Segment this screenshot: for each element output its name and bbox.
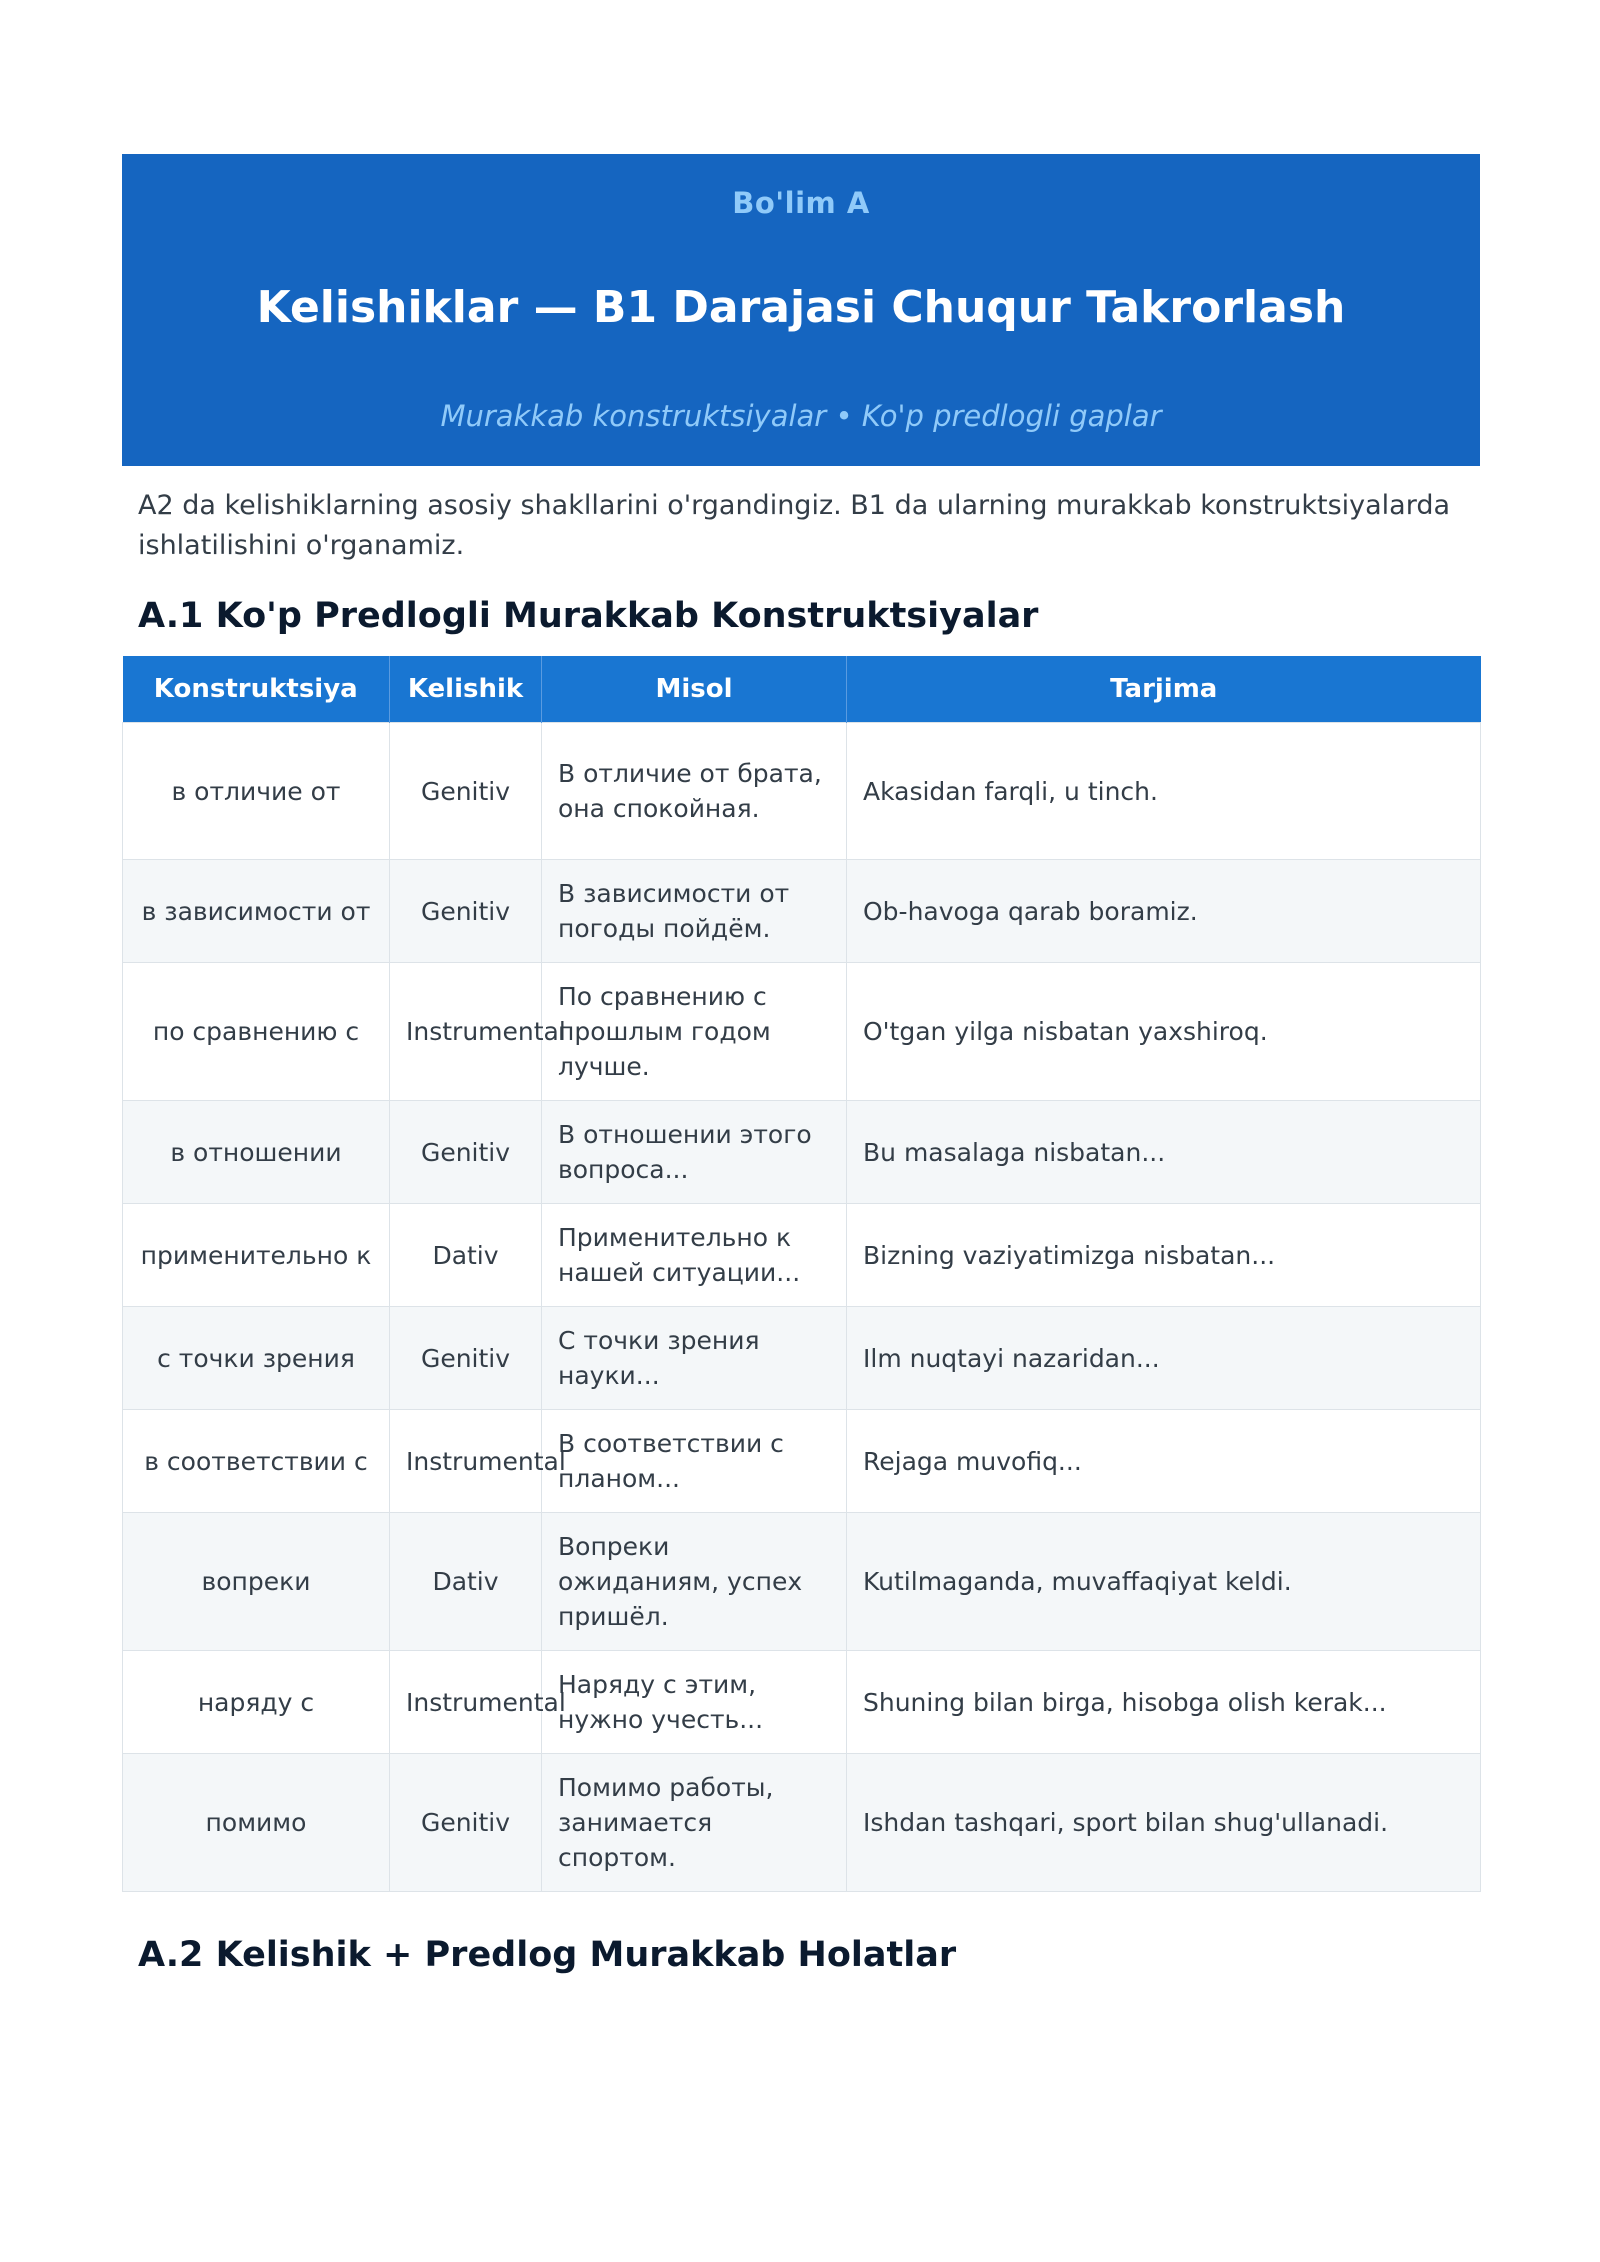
example-cell: Применительно к нашей ситуации... xyxy=(542,1204,847,1307)
translation-cell: Bu masalaga nisbatan... xyxy=(847,1101,1481,1204)
table-row xyxy=(123,723,1481,860)
case-cell: Genitiv xyxy=(390,860,542,963)
case-cell: Genitiv xyxy=(390,1307,542,1410)
section-heading-a2: A.2 Kelishik + Predlog Murakkab Holatlar xyxy=(138,1935,957,1975)
construction-cell: в зависимости от xyxy=(123,860,390,963)
construction-cell: в отличие от xyxy=(123,723,390,860)
case-cell: Genitiv xyxy=(390,1101,542,1204)
constructions-table xyxy=(122,656,1481,1892)
translation-cell: O'tgan yilga nisbatan yaxshiroq. xyxy=(847,963,1481,1101)
construction-cell: применительно к xyxy=(123,1204,390,1307)
table-row xyxy=(123,1307,1481,1410)
column-header: Tarjima xyxy=(847,656,1481,723)
construction-cell: наряду с xyxy=(123,1651,390,1754)
construction-cell: по сравнению с xyxy=(123,963,390,1101)
example-cell: Вопреки ожиданиям, успех пришёл. xyxy=(542,1513,847,1651)
case-cell: Instrumental xyxy=(390,1410,542,1513)
case-cell: Dativ xyxy=(390,1204,542,1307)
example-cell: Помимо работы, занимается спортом. xyxy=(542,1754,847,1892)
translation-cell: Rejaga muvofiq... xyxy=(847,1410,1481,1513)
example-cell: В зависимости от погоды пойдём. xyxy=(542,860,847,963)
construction-cell: в соответствии с xyxy=(123,1410,390,1513)
case-cell: Dativ xyxy=(390,1513,542,1651)
table-row xyxy=(123,860,1481,963)
translation-cell: Ob-havoga qarab boramiz. xyxy=(847,860,1481,963)
table-row xyxy=(123,1101,1481,1204)
section-label: Bo'lim A xyxy=(732,186,870,220)
column-header: Misol xyxy=(542,656,847,723)
example-cell: В соответствии с планом... xyxy=(542,1410,847,1513)
translation-cell: Ishdan tashqari, sport bilan shug'ullanadi. xyxy=(847,1754,1481,1892)
example-cell: По сравнению с прошлым годом лучше. xyxy=(542,963,847,1101)
section-heading-a1: A.1 Ko'p Predlogli Murakkab Konstruktsiyalar xyxy=(138,596,1039,636)
table-row xyxy=(123,1754,1481,1892)
table-row xyxy=(123,1204,1481,1307)
example-cell: В отличие от брата, она спокойная. xyxy=(542,723,847,860)
construction-cell: вопреки xyxy=(123,1513,390,1651)
case-cell: Genitiv xyxy=(390,1754,542,1892)
example-cell: В отношении этого вопроса... xyxy=(542,1101,847,1204)
case-cell: Instrumental xyxy=(390,1651,542,1754)
case-cell: Instrumental xyxy=(390,963,542,1101)
example-cell: Наряду с этим, нужно учесть... xyxy=(542,1651,847,1754)
table-row xyxy=(123,963,1481,1101)
intro-paragraph: A2 da kelishiklarning asosiy shakllarini o'rgandingiz. B1 da ularning murakkab konstruktsiyalarda ishlatilishini o'rganamiz. xyxy=(138,490,1451,561)
translation-cell: Ilm nuqtayi nazaridan... xyxy=(847,1307,1481,1410)
table-body xyxy=(123,723,1481,1892)
translation-cell: Kutilmaganda, muvaffaqiyat keldi. xyxy=(847,1513,1481,1651)
case-cell: Genitiv xyxy=(390,723,542,860)
construction-cell: с точки зрения xyxy=(123,1307,390,1410)
construction-cell: помимо xyxy=(123,1754,390,1892)
construction-cell: в отношении xyxy=(123,1101,390,1204)
table-row xyxy=(123,1513,1481,1651)
translation-cell: Akasidan farqli, u tinch. xyxy=(847,723,1481,860)
page-subtitle: Murakkab konstruktsiyalar • Ko'p predlogli gaplar xyxy=(440,399,1162,433)
translation-cell: Bizning vaziyatimizga nisbatan... xyxy=(847,1204,1481,1307)
table-row xyxy=(123,1410,1481,1513)
translation-cell: Shuning bilan birga, hisobga olish kerak... xyxy=(847,1651,1481,1754)
section-banner xyxy=(122,154,1480,466)
column-header: Konstruktsiya xyxy=(123,656,390,723)
page-title: Kelishiklar — B1 Darajasi Chuqur Takrorlash xyxy=(256,282,1346,333)
example-cell: С точки зрения науки... xyxy=(542,1307,847,1410)
table-header-row xyxy=(123,656,1481,723)
column-header: Kelishik xyxy=(390,656,542,723)
table-row xyxy=(123,1651,1481,1754)
